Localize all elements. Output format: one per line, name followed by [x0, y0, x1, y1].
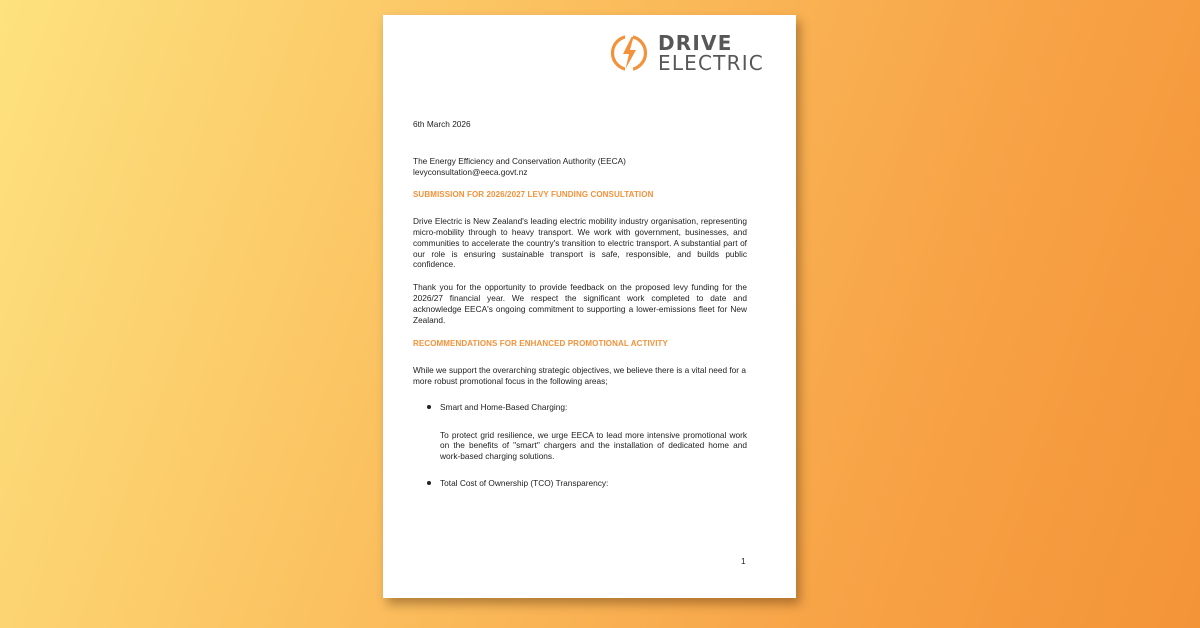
recommendations-intro: While we support the overarching strategic objectives, we believe there is a vital need for a more robust promotional focus in the following areas;: [413, 365, 746, 386]
letter-body: [413, 119, 747, 489]
thanks-paragraph: Thank you for the opportunity to provide feedback on the proposed levy funding for the 2026/27 financial year. We respect the significant work completed to date and acknowledge EECA's ongoing commitment to supporting a lower-emissions fleet for New Zealand.: [413, 282, 747, 325]
drive-electric-logo: [609, 31, 764, 75]
logo-line-electric: ELECTRIC: [658, 51, 764, 75]
intro-paragraph: Drive Electric is New Zealand's leading electric mobility industry organisation, representing micro-mobility through to heavy transport. We work with government, businesses, and communities to accelerate the country's transition to electric transport. A substantial part of our role is ensuring sustainable transport is safe, responsible, and builds public confidence.: [413, 216, 747, 270]
recipient-email: levyconsultation@eeca.govt.nz: [413, 166, 528, 177]
bullet-tco-transparency: Total Cost of Ownership (TCO) Transparency:: [413, 478, 747, 489]
page-number: 1: [741, 556, 746, 566]
bullet-smart-charging: Smart and Home-Based Charging:: [413, 402, 747, 413]
recommendations-heading: RECOMMENDATIONS FOR ENHANCED PROMOTIONAL ACTIVITY: [413, 339, 668, 349]
recipient-name: The Energy Efficiency and Conservation Authority (EECA): [413, 155, 626, 166]
bullet-smart-charging-body: To protect grid resilience, we urge EECA to lead more intensive promotional work on the benefits of "smart" chargers and the installation of dedicated home and work-based charging solutions.: [440, 429, 747, 462]
submission-heading: SUBMISSION FOR 2026/2027 LEVY FUNDING CONSULTATION: [413, 190, 654, 200]
letter-date: 6th March 2026: [413, 119, 471, 129]
logo-wordmark: [658, 33, 764, 73]
document-page: [383, 15, 796, 598]
lightning-bolt-in-circle-icon: [609, 33, 649, 73]
logo-line-drive: DRIVE: [658, 31, 733, 55]
